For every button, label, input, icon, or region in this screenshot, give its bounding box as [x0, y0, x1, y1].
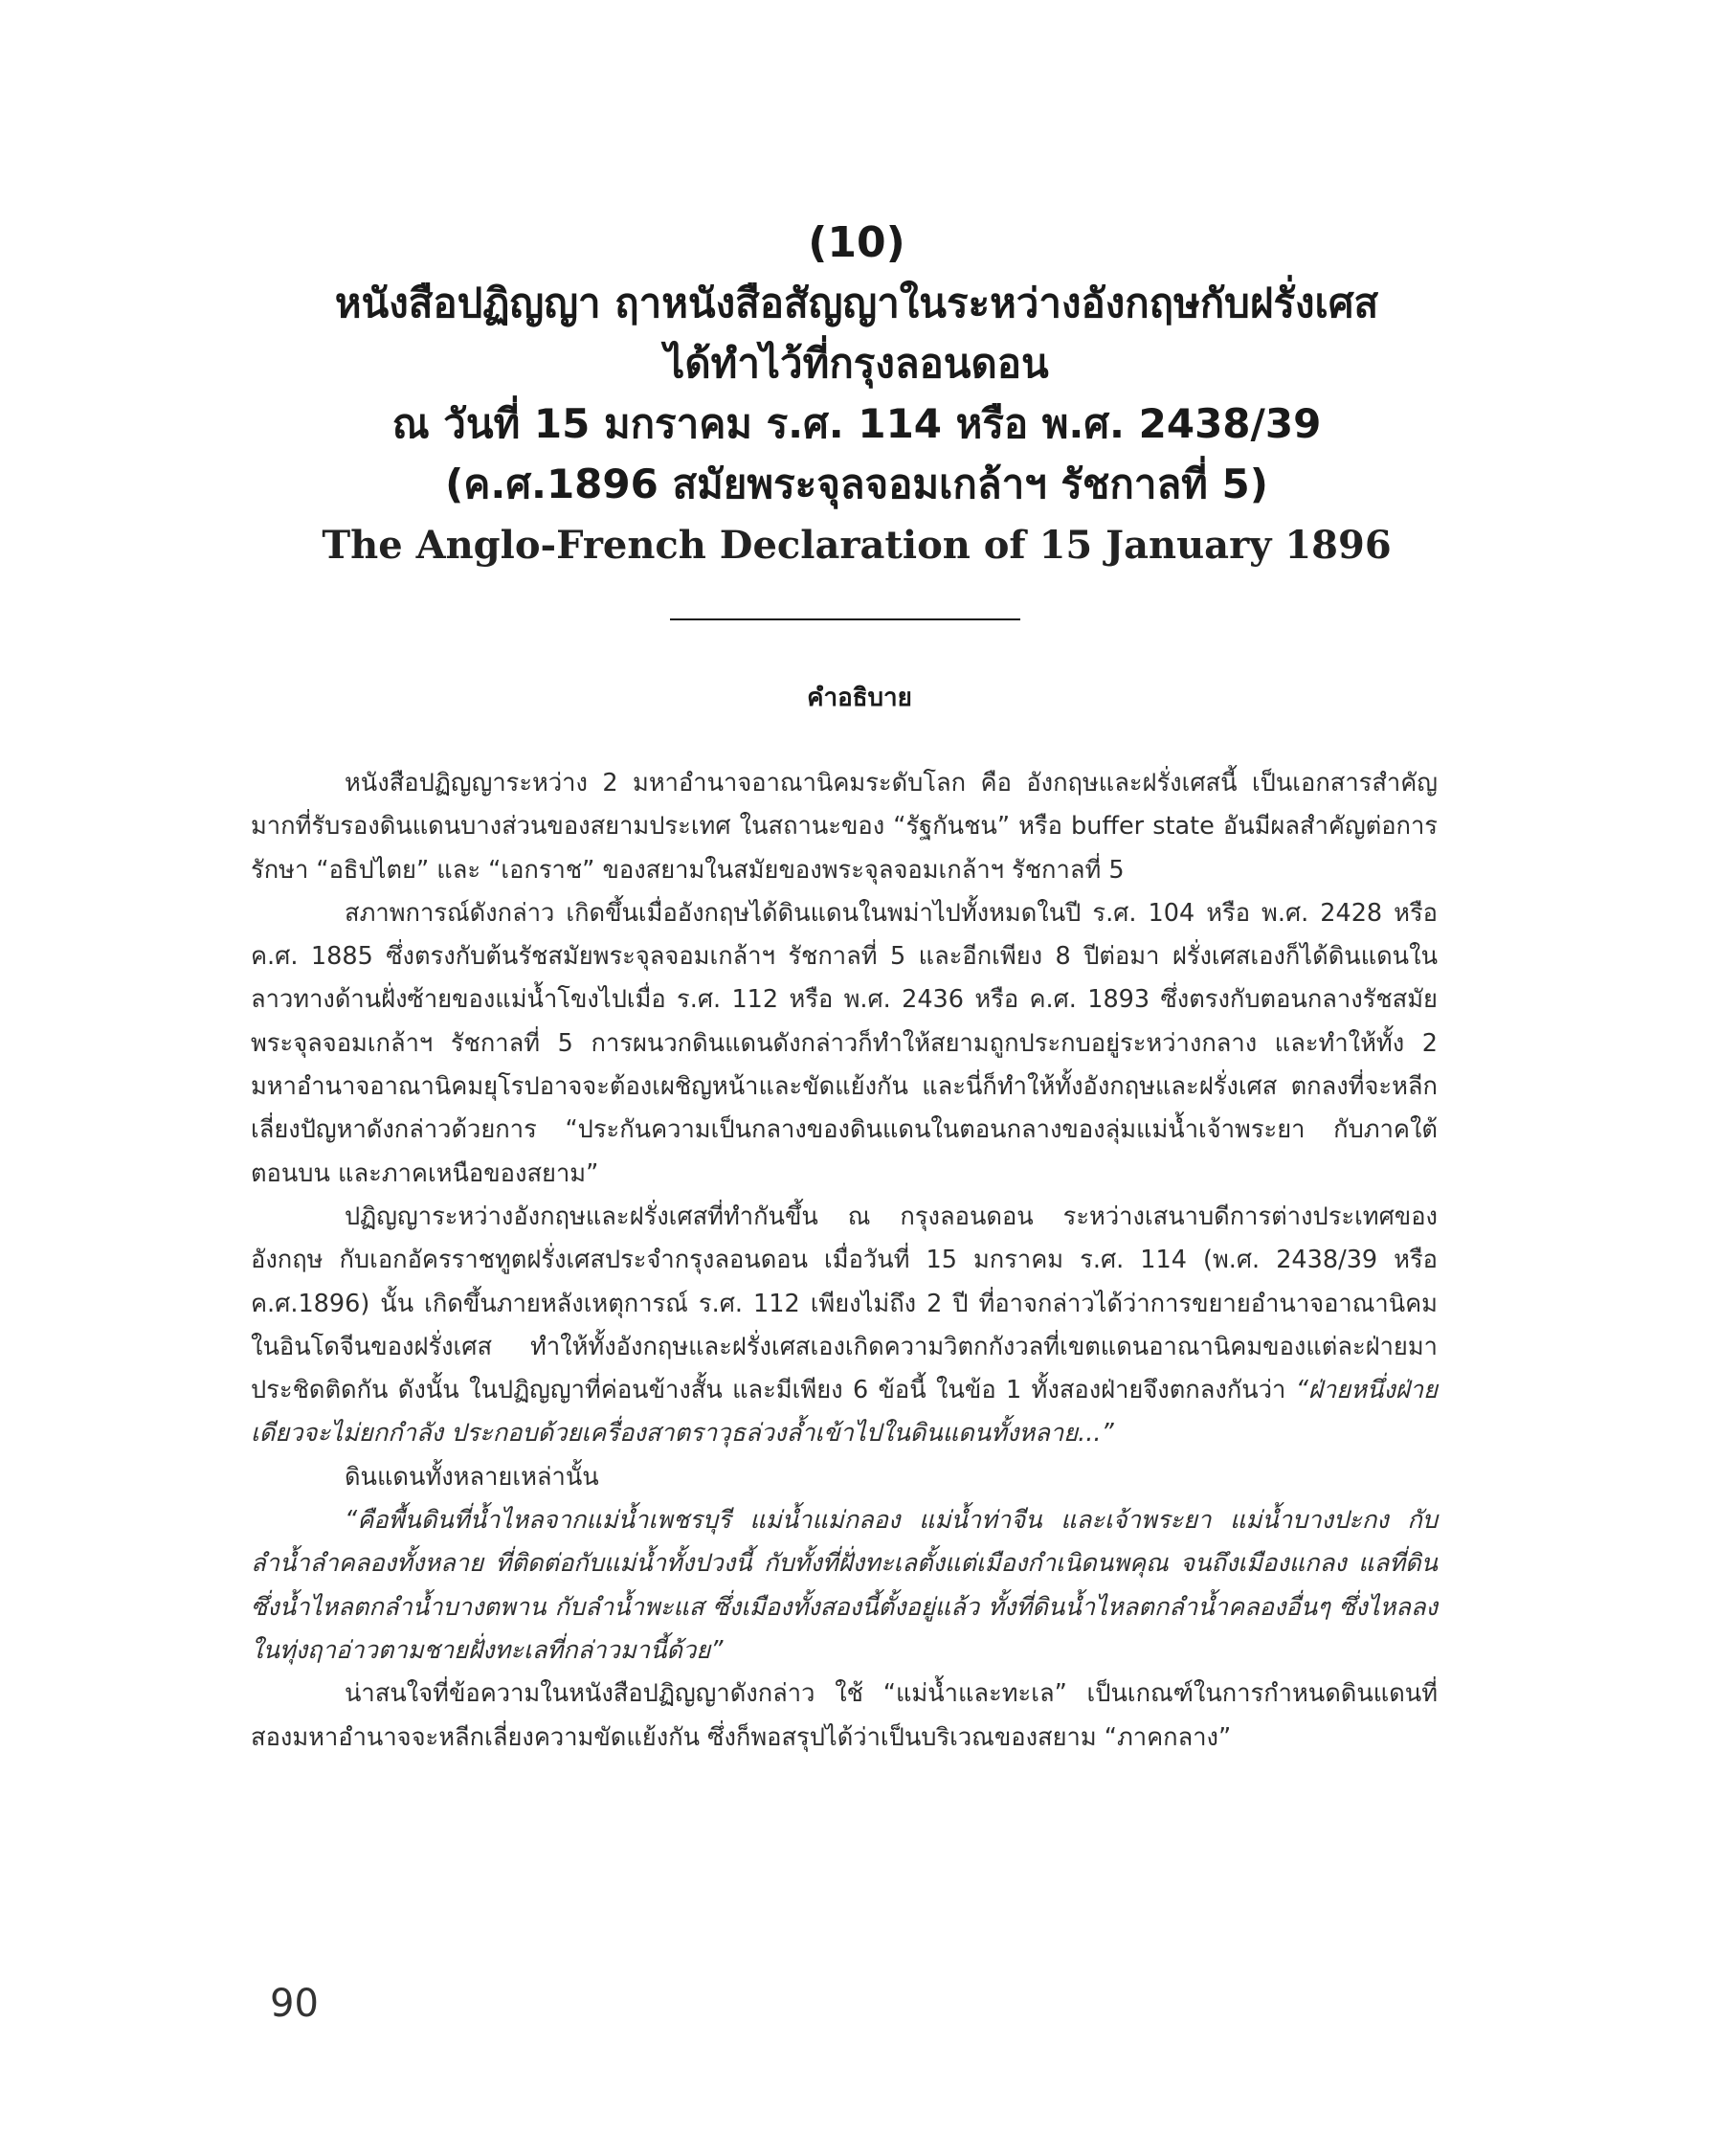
- title-divider: [670, 618, 1020, 620]
- paragraph: สภาพการณ์ดังกล่าว เกิดขึ้นเมื่ออังกฤษได้ดินแดนในพม่าไปทั้งหมดในปี ร.ศ. 104 หรือ พ.ศ. 2428 หรือ ค.ศ. 1885 ซึ่งตรงกับต้นรัชสมัยพระจุลจอมเกล้าฯ รัชกาลที่ 5 และอีกเพียง 8 ปีต่อมา ฝรั่งเศสเองก็ได้ดินแดนในลาวทางด้านฝั่งซ้ายของแม่น้ำโขงไปเมื่อ ร.ศ. 112 หรือ พ.ศ. 2436 หรือ ค.ศ. 1893 ซึ่งตรงกับตอนกลางรัชสมัยพระจุลจอมเกล้าฯ รัชกาลที่ 5 การผนวกดินแดนดังกล่าวก็ทำให้สยามถูกประกบอยู่ระหว่างกลาง และทำให้ทั้ง 2 มหาอำนาจอาณานิคมยุโรปอาจจะต้องเผชิญหน้าและขัดแย้งกัน และนี่ก็ทำให้ทั้งอังกฤษและฝรั่งเศส ตกลงที่จะหลีกเลี่ยงปัญหาดังกล่าวด้วยการ “ประกันความเป็นกลางของดินแดนในตอนกลางของลุ่มแม่น้ำเจ้าพระยา กับภาคใต้ตอนบน และภาคเหนือของสยาม”: [251, 898, 1438, 1188]
- title-line-4: (ค.ศ.1896 สมัยพระจุลจอมเกล้าฯ รัชกาลที่ 5): [445, 460, 1268, 507]
- title-block: [249, 213, 1464, 577]
- quoted-paragraph: “คือพื้นดินที่น้ำไหลจากแม่น้ำเพชรบุรี แม่น้ำแม่กลอง แม่น้ำท่าจีน และเจ้าพระยา แม่น้ำบางปะกง กับลำน้ำลำคลองทั้งหลาย ที่ติดต่อกับแม่น้ำทั้งปวงนี้ กับทั้งที่ฝั่งทะเลตั้งแต่เมืองกำเนิดนพคุณ จนถึงเมืองแกลง แลที่ดินซึ่งน้ำไหลตกลำน้ำบางตพาน กับลำน้ำพะแส ซึ่งเมืองทั้งสองนี้ตั้งอยู่แล้ว ทั้งที่ดินน้ำไหลตกลำน้ำคลองอื่นๆ ซึ่งไหลลงในทุ่งฤาอ่าวตามชายฝั่งทะเลที่กล่าวมานี้ด้วย”: [251, 1506, 1438, 1665]
- paragraph: [251, 1196, 1438, 1456]
- paragraph: น่าสนใจที่ข้อความในหนังสือปฏิญญาดังกล่าว ใช้ “แม่น้ำและทะเล” เป็นเกณฑ์ในการกำหนดดินแดนที่สองมหาอำนาจจะหลีกเลี่ยงความขัดแย้งกัน ซึ่งก็พอสรุปได้ว่าเป็นบริเวณของสยาม “ภาคกลาง”: [251, 1679, 1438, 1752]
- title-line-1: หนังสือปฏิญญา ฤาหนังสือสัญญาในระหว่างอังกฤษกับฝรั่งเศส: [334, 280, 1379, 326]
- paragraph: ดินแดนทั้งหลายเหล่านั้น: [345, 1462, 599, 1492]
- body-text: [251, 762, 1438, 1760]
- page-number: 90: [270, 1982, 319, 2026]
- english-title: The Anglo-French Declaration of 15 January 1896: [322, 523, 1392, 568]
- section-heading: คำอธิบาย: [807, 684, 912, 712]
- paragraph: หนังสือปฏิญญาระหว่าง 2 มหาอำนาจอาณานิคมระดับโลก คือ อังกฤษและฝรั่งเศสนี้ เป็นเอกสารสำคัญมากที่รับรองดินแดนบางส่วนของสยามประเทศ ในสถานะของ “รัฐกันชน” หรือ buffer state อันมีผลสำคัญต่อการรักษา “อธิปไตย” และ “เอกราช” ของสยามในสมัยของพระจุลจอมเกล้าฯ รัชกาลที่ 5: [251, 769, 1438, 885]
- paragraph-text: ปฏิญญาระหว่างอังกฤษและฝรั่งเศสที่ทำกันขึ้น ณ กรุงลอนดอน ระหว่างเสนาบดีการต่างประเทศของอังกฤษ กับเอกอัครราชทูตฝรั่งเศสประจำกรุงลอนดอน เมื่อวันที่ 15 มกราคม ร.ศ. 114 (พ.ศ. 2438/39 หรือ ค.ศ.1896) นั้น เกิดขึ้นภายหลังเหตุการณ์ ร.ศ. 112 เพียงไม่ถึง 2 ปี ที่อาจกล่าวได้ว่าการขยายอำนาจอาณานิคมในอินโดจีนของฝรั่งเศส ทำให้ทั้งอังกฤษและฝรั่งเศสเองเกิดความวิตกกังวลที่เขตแดนอาณานิคมของแต่ละฝ่ายมาประชิดติดกัน ดังนั้น ในปฏิญญาที่ค่อนข้างสั้น และมีเพียง 6 ข้อนี้ ในข้อ 1 ทั้งสองฝ่ายจึงตกลงกันว่า: [251, 1202, 1438, 1405]
- title-line-2: ได้ทำไว้ที่กรุงลอนดอน: [664, 340, 1049, 387]
- title-line-3: ณ วันที่ 15 มกราคม ร.ศ. 114 หรือ พ.ศ. 2438/39: [391, 400, 1322, 447]
- document-number: (10): [808, 218, 905, 267]
- quoted-clause: “ฝ่ายหนึ่งฝ่ายเดียวจะไม่ยกกำลัง ประกอบด้วยเครื่องสาตราวุธล่วงล้ำเข้าไปในดินแดนทั้งหลาย...”: [251, 1376, 1438, 1449]
